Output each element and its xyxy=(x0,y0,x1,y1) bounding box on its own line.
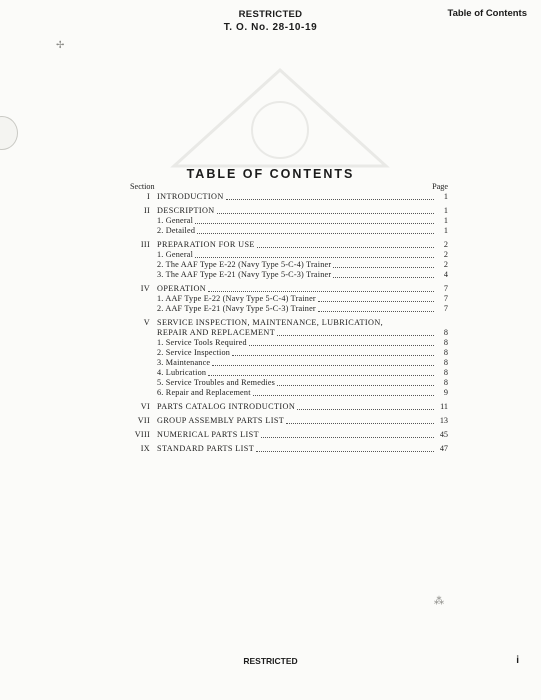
section-number: VIII xyxy=(134,430,150,439)
dot-leader xyxy=(318,311,434,312)
section-number: IX xyxy=(140,444,150,453)
page-number: 11 xyxy=(440,402,448,411)
dot-leader xyxy=(277,335,434,336)
page-number: 8 xyxy=(443,328,448,337)
page-number: 1 xyxy=(443,206,448,215)
page-number: 7 xyxy=(443,294,448,303)
section-title: SERVICE INSPECTION, MAINTENANCE, LUBRICATION, xyxy=(157,318,384,327)
section-title: PARTS CATALOG INTRODUCTION xyxy=(157,402,296,411)
section-number: V xyxy=(143,318,150,327)
punch-hole xyxy=(0,116,18,150)
section-title: PREPARATION FOR USE xyxy=(157,240,255,249)
toc-title: TABLE OF CONTENTS xyxy=(186,167,355,181)
subsection-label: 6. Repair and Replacement xyxy=(157,388,251,397)
toc-subentry xyxy=(130,304,448,314)
toc-section xyxy=(130,430,448,440)
dot-leader xyxy=(286,423,434,424)
ink-smudge: ✢ xyxy=(56,40,65,51)
toc-section xyxy=(130,416,448,426)
ink-smudge: ⁂ xyxy=(434,596,444,607)
page-number: 9 xyxy=(443,388,448,397)
toc-entry xyxy=(130,444,448,454)
subsection-label: 2. AAF Type E-21 (Navy Type 5-C-3) Trainer xyxy=(157,304,316,313)
toc-entry xyxy=(130,318,448,328)
dot-leader xyxy=(333,277,434,278)
subsection-label: 4. Lubrication xyxy=(157,368,207,377)
page-number: 7 xyxy=(443,284,448,293)
toc-entry xyxy=(130,416,448,426)
toc-entry xyxy=(130,240,448,250)
section-column-heading: Section xyxy=(130,182,155,191)
toc-section xyxy=(130,284,448,314)
dot-leader xyxy=(249,345,434,346)
toc-subentry xyxy=(130,388,448,398)
toc-section xyxy=(130,318,448,398)
toc-entry xyxy=(130,402,448,412)
section-title: OPERATION xyxy=(157,284,207,293)
subsection-label: 1. AAF Type E-22 (Navy Type 5-C-4) Trainer xyxy=(157,294,316,303)
dot-leader xyxy=(232,355,434,356)
subsection-label: 1. General xyxy=(157,216,194,225)
toc-column-headings xyxy=(130,182,448,192)
section-number: III xyxy=(140,240,150,249)
page-number: 2 xyxy=(443,260,448,269)
dot-leader xyxy=(256,451,434,452)
subsection-label: 3. The AAF Type E-21 (Navy Type 5-C-3) Trainer xyxy=(157,270,332,279)
page-number: 45 xyxy=(439,430,448,439)
section-title: NUMERICAL PARTS LIST xyxy=(157,430,259,439)
page-number: 8 xyxy=(443,338,448,347)
page-column-heading: Page xyxy=(432,182,448,191)
dot-leader xyxy=(257,247,434,248)
dot-leader xyxy=(253,395,434,396)
section-number: VII xyxy=(137,416,150,425)
dot-leader xyxy=(217,213,434,214)
section-number: II xyxy=(143,206,150,215)
toc-section xyxy=(130,240,448,280)
header-section-title: Table of Contents xyxy=(447,8,527,19)
subsection-label: 2. The AAF Type E-22 (Navy Type 5-C-4) Trainer xyxy=(157,260,332,269)
section-title: INTRODUCTION xyxy=(157,192,224,201)
toc-subentry xyxy=(130,348,448,358)
dot-leader xyxy=(208,375,434,376)
toc-section xyxy=(130,444,448,454)
toc-subentry xyxy=(130,338,448,348)
technical-order-number: T. O. No. 28-10-19 xyxy=(223,22,318,33)
folio-page-number: i xyxy=(516,655,519,666)
page-number: 1 xyxy=(443,192,448,201)
dot-leader xyxy=(277,385,434,386)
page-number: 4 xyxy=(443,270,448,279)
dot-leader xyxy=(261,437,434,438)
toc-section xyxy=(130,402,448,412)
page-number: 7 xyxy=(443,304,448,313)
dot-leader xyxy=(297,409,434,410)
section-number: I xyxy=(146,192,150,201)
toc-subentry xyxy=(130,358,448,368)
section-title: STANDARD PARTS LIST xyxy=(157,444,255,453)
toc-subentry xyxy=(130,378,448,388)
toc-section xyxy=(130,192,448,202)
section-number: VI xyxy=(140,402,150,411)
page-number: 1 xyxy=(443,226,448,235)
dot-leader xyxy=(197,233,434,234)
footer-restriction: RESTRICTED xyxy=(243,656,298,666)
subsection-label: 1. Service Tools Required xyxy=(157,338,247,347)
subsection-label: 5. Service Troubles and Remedies xyxy=(157,378,276,387)
dot-leader xyxy=(208,291,434,292)
toc-entry xyxy=(130,192,448,202)
toc-subentry xyxy=(130,260,448,270)
toc-subentry xyxy=(130,226,448,236)
dot-leader xyxy=(333,267,434,268)
toc-entry-continuation xyxy=(130,328,448,338)
toc-subentry xyxy=(130,294,448,304)
section-title-continuation: REPAIR AND REPLACEMENT xyxy=(157,328,276,337)
page-number: 2 xyxy=(443,240,448,249)
watermark-emblem xyxy=(160,64,400,174)
toc-subentry xyxy=(130,250,448,260)
toc-entry xyxy=(130,206,448,216)
section-number: IV xyxy=(140,284,150,293)
toc-subentry xyxy=(130,368,448,378)
page-number: 8 xyxy=(443,378,448,387)
subsection-label: 1. General xyxy=(157,250,194,259)
dot-leader xyxy=(226,199,434,200)
page-number: 8 xyxy=(443,348,448,357)
dot-leader xyxy=(195,257,434,258)
page-number: 8 xyxy=(443,368,448,377)
toc-section xyxy=(130,206,448,236)
subsection-label: 2. Detailed xyxy=(157,226,196,235)
page-number: 2 xyxy=(443,250,448,259)
subsection-label: 3. Maintenance xyxy=(157,358,211,367)
page-number: 13 xyxy=(439,416,448,425)
header-restriction: RESTRICTED xyxy=(238,9,303,20)
table-of-contents xyxy=(130,182,448,454)
dot-leader xyxy=(318,301,434,302)
toc-entry xyxy=(130,284,448,294)
section-title: DESCRIPTION xyxy=(157,206,215,215)
dot-leader xyxy=(212,365,434,366)
toc-entry xyxy=(130,430,448,440)
page-number: 47 xyxy=(439,444,448,453)
page-number: 8 xyxy=(443,358,448,367)
section-title: GROUP ASSEMBLY PARTS LIST xyxy=(157,416,285,425)
dot-leader xyxy=(195,223,434,224)
toc-subentry xyxy=(130,270,448,280)
toc-subentry xyxy=(130,216,448,226)
page-number: 1 xyxy=(443,216,448,225)
subsection-label: 2. Service Inspection xyxy=(157,348,231,357)
